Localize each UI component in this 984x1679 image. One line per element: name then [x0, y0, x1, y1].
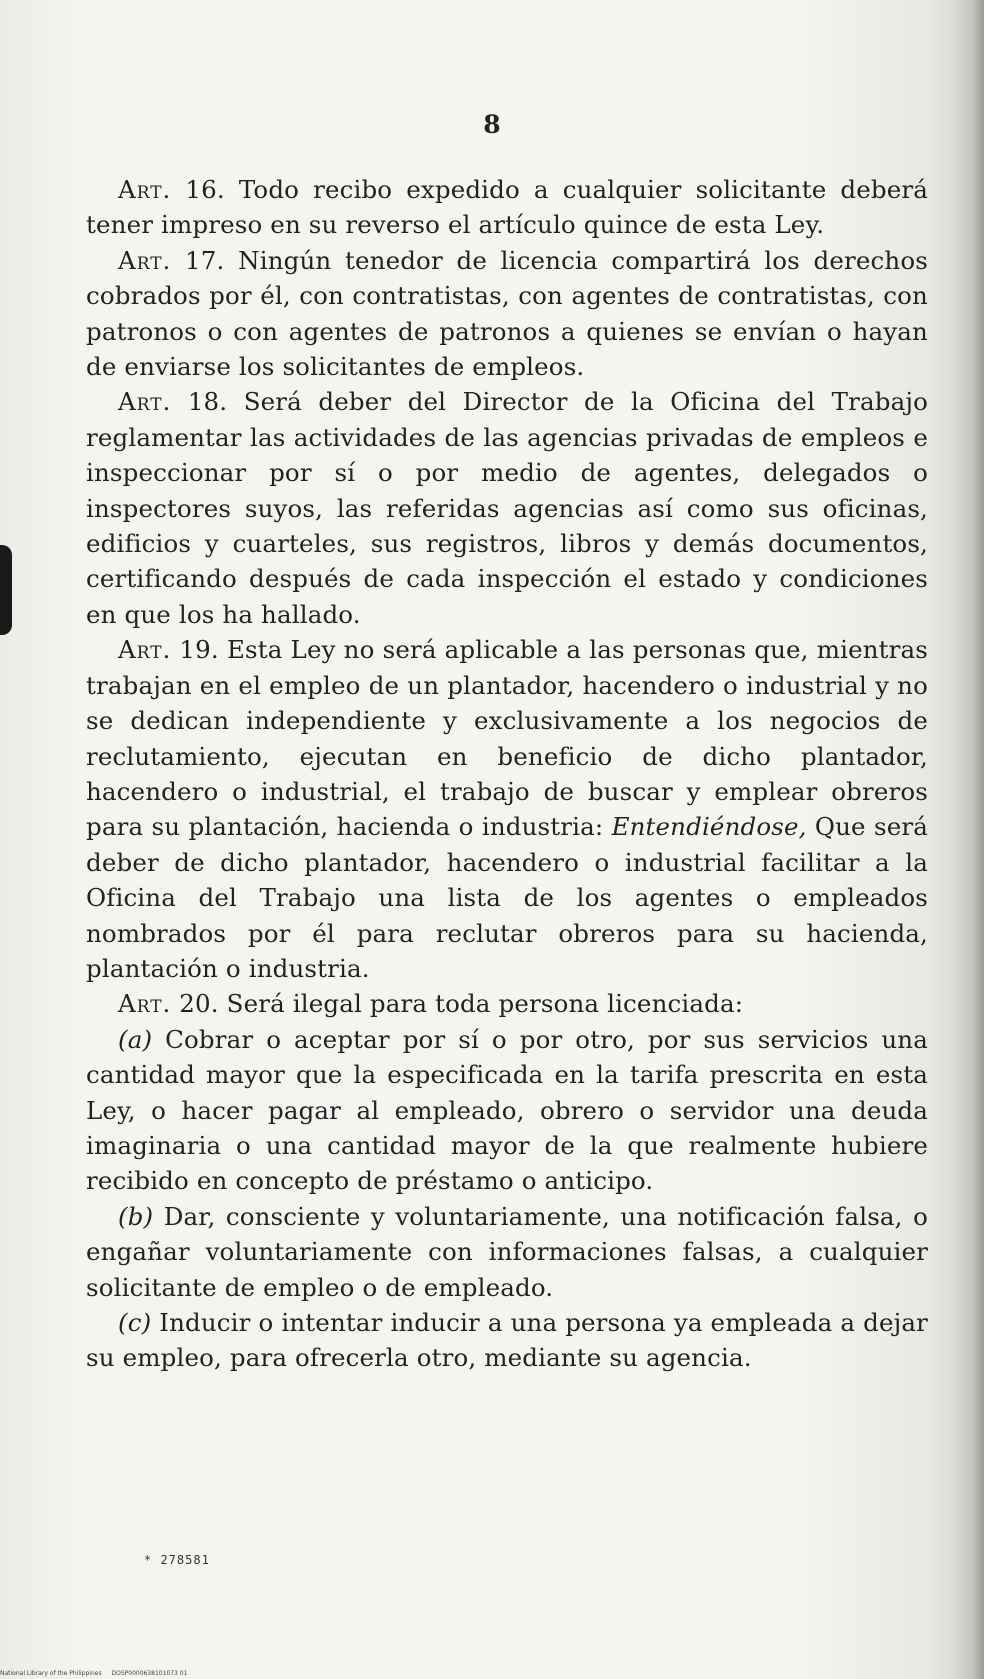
- article-label: Art.: [118, 387, 172, 417]
- article-18: [86, 384, 928, 632]
- page-edge-shadow: [954, 0, 984, 1679]
- article-16: [86, 172, 928, 243]
- article-text: Será ilegal para toda persona licenciada:: [226, 989, 744, 1019]
- article-text: Será deber del Director de la Oficina del Trabajo reglamentar las actividades de las agencias privadas de empleos e inspeccionar por sí o por medio de agentes, delegados o inspectores suyos, las referidas agencias así como sus oficinas, edificios y cuarteles, sus registros, libros y demás documentos, certificando después de cada inspección el estado y condiciones en que los ha hallado.: [86, 387, 928, 629]
- library-name: National Library of the Philippines: [0, 1670, 102, 1677]
- clause-c: [86, 1305, 928, 1376]
- body-text: [86, 172, 928, 1376]
- article-text: Ningún tenedor de licencia compartirá los derechos cobrados por él, con contratistas, con agentes de contratistas, con patronos o con agentes de patronos a quienes se envían o hayan de enviarse los solicitantes de empleos.: [86, 245, 928, 382]
- article-text: Todo recibo expedido a cualquier solicitante deberá tener impreso en su reverso el artículo quince de esta Ley.: [86, 175, 928, 240]
- article-number: 19.: [179, 635, 219, 665]
- scan-code: DOSP0000638101073 01: [111, 1670, 188, 1677]
- page-number: 8: [483, 110, 501, 139]
- printer-footnote: * 278581: [144, 1553, 210, 1567]
- clause-text: Cobrar o aceptar por sí o por otro, por sus servicios una cantidad mayor que la especificada en la tarifa prescrita en esta Ley, o hacer pagar al empleado, obrero o servidor una deuda imaginaria o una cantidad mayor de la que realmente hubiere recibido en concepto de préstamo o anticipo.: [86, 1024, 928, 1196]
- article-number: 20.: [179, 989, 219, 1019]
- binding-tab: [0, 545, 12, 635]
- clause-a: [86, 1022, 928, 1199]
- clause-text: Inducir o intentar inducir a una persona ya empleada a dejar su empleo, para ofrecerla otro, mediante su agencia.: [86, 1308, 928, 1373]
- clause-marker: (c): [118, 1308, 152, 1337]
- article-number: 16.: [185, 175, 225, 204]
- source-label: [0, 1670, 187, 1677]
- article-italic-proviso: Entendiéndose,: [611, 812, 807, 842]
- clause-b: [86, 1199, 928, 1305]
- article-number: 18.: [187, 387, 228, 417]
- article-label: Art.: [118, 245, 172, 275]
- article-number: 17.: [185, 245, 225, 275]
- article-label: Art.: [118, 175, 172, 204]
- article-text: Esta Ley no será aplicable a las personas que, mientras trabajan en el empleo de un plantador, hacendero o industrial y no se dedican independiente y exclusivamente a los negocios de reclutamiento, ejecutan en beneficio de dicho plantador, hacendero o industrial, el trabajo de buscar y emplear obreros para su plantación, hacienda o industria:: [86, 635, 928, 842]
- clause-text: Dar, consciente y voluntariamente, una notificación falsa, o engañar voluntariamente con informaciones falsas, a cualquier solicitante de empleo o de empleado.: [86, 1201, 928, 1302]
- article-20: [86, 986, 928, 1021]
- clause-marker: (a): [118, 1024, 153, 1054]
- article-17: [86, 243, 928, 385]
- article-text-continued: Que será deber de dicho plantador, hacendero o industrial facilitar a la Oficina del Trabajo una lista de los agentes o empleados nombrados por él para reclutar obreros para su hacienda, plantación o industria.: [86, 812, 928, 983]
- article-label: Art.: [118, 635, 172, 665]
- article-label: Art.: [118, 989, 172, 1019]
- clause-marker: (b): [118, 1201, 154, 1231]
- article-19: [86, 632, 928, 986]
